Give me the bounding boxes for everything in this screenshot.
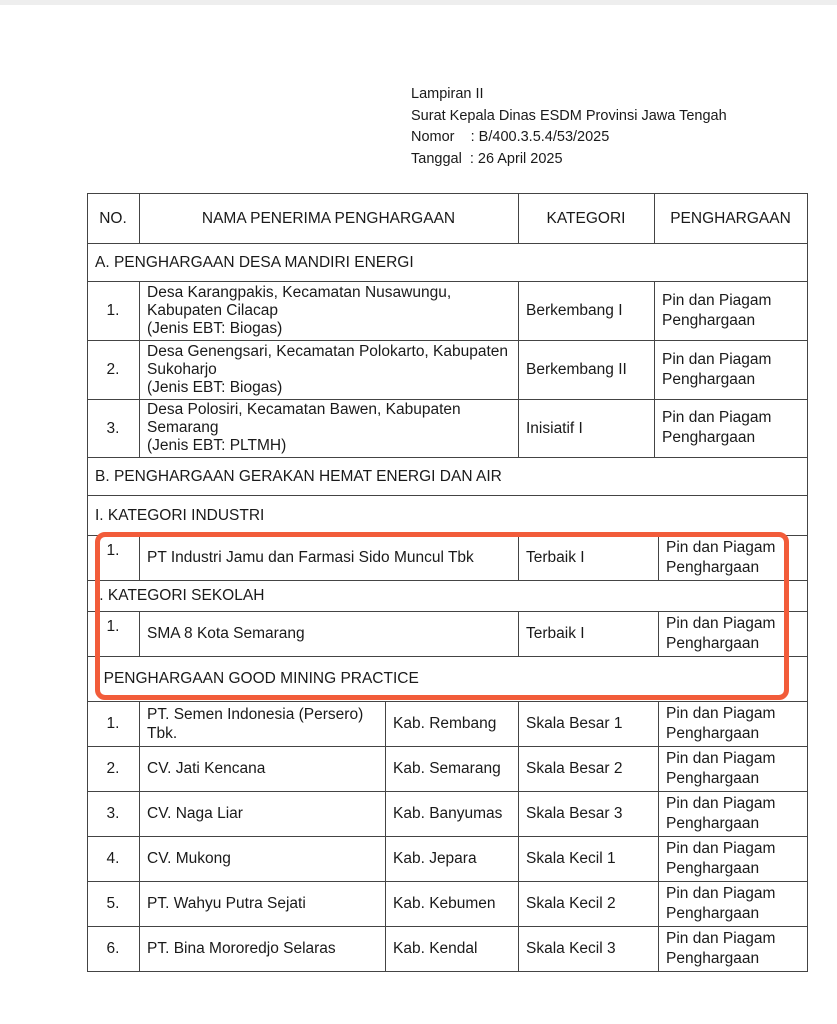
row-c-kategori: Skala Kecil 1 <box>526 850 616 867</box>
row-a-name <box>139 340 518 399</box>
table-vline <box>658 611 659 656</box>
table-vline <box>518 281 519 457</box>
letter-header <box>411 84 727 170</box>
row-c-kategori: Skala Kecil 3 <box>526 940 616 957</box>
table-vline <box>385 701 386 971</box>
header-no: NO. <box>99 209 127 227</box>
row-c-no: 3. <box>106 805 120 822</box>
header-line-4: Tanggal : 26 April 2025 <box>411 150 563 167</box>
row-c-kab: Kab. Kendal <box>393 940 478 957</box>
table-hline <box>87 791 808 792</box>
table-vline <box>139 535 140 580</box>
table-vline <box>807 193 808 972</box>
table-hline <box>87 656 808 657</box>
row-c-penghargaan: Pin dan Piagam Penghargaan <box>666 884 776 922</box>
header-penghargaan: PENGHARGAAN <box>670 209 791 227</box>
row-a-name-line: Desa Polosiri, Kecamatan Bawen, Kabupaten Semarang <box>147 401 461 436</box>
table-hline <box>87 836 808 837</box>
row-a-name <box>139 281 518 340</box>
row-a-name <box>139 399 518 457</box>
row-a-penghargaan: Pin dan Piagam Penghargaan <box>662 350 772 388</box>
section-c-title: . PENGHARGAAN GOOD MINING PRACTICE <box>95 670 419 687</box>
table-vline <box>139 281 140 457</box>
row-a-kategori: Inisiatif I <box>526 419 583 437</box>
header-line-2: Surat Kepala Dinas ESDM Provinsi Jawa Tengah <box>411 107 727 124</box>
table-hline <box>87 399 808 400</box>
row-c-no: 1. <box>106 715 120 732</box>
row-a-name-line: (Jenis EBT: Biogas) <box>147 378 283 396</box>
row-a-name-line: Desa Karangpakis, Kecamatan Nusawungu, Kabupaten Cilacap <box>147 283 452 319</box>
table-vline <box>139 193 140 243</box>
row-b2-kategori: Terbaik I <box>526 625 585 642</box>
table-vline <box>518 193 519 243</box>
row-c-penghargaan: Pin dan Piagam Penghargaan <box>666 749 776 787</box>
row-a-name-line: (Jenis EBT: Biogas) <box>147 319 283 337</box>
row-c-kategori: Skala Besar 1 <box>526 715 623 732</box>
row-c-penghargaan: Pin dan Piagam Penghargaan <box>666 794 776 832</box>
table-hline <box>87 580 808 581</box>
row-c-kategori: Skala Kecil 2 <box>526 895 616 912</box>
row-c-no: 5. <box>106 895 120 912</box>
row-c-penghargaan: Pin dan Piagam Penghargaan <box>666 704 776 742</box>
row-c-name: CV. Jati Kencana <box>147 760 266 777</box>
row-c-kab: Kab. Kebumen <box>393 895 496 912</box>
row-c-kab: Kab. Semarang <box>393 760 501 777</box>
table-vline <box>139 611 140 656</box>
row-a-no: 3. <box>106 419 120 437</box>
table-vline <box>658 701 659 971</box>
table-hline <box>87 926 808 927</box>
table-vline <box>518 701 519 971</box>
row-b1-name: PT Industri Jamu dan Farmasi Sido Muncul Tbk <box>147 549 474 566</box>
table-hline <box>87 243 808 244</box>
row-b2-name: SMA 8 Kota Semarang <box>147 625 305 642</box>
row-a-kategori: Berkembang II <box>526 361 627 378</box>
table-hline <box>87 340 808 341</box>
table-hline <box>87 495 808 496</box>
row-c-kab: Kab. Banyumas <box>393 805 503 822</box>
row-c-name: CV. Naga Liar <box>147 805 243 822</box>
row-b1-no: 1. <box>106 542 120 559</box>
row-a-no: 1. <box>106 302 120 319</box>
section-b-title: B. PENGHARGAAN GERAKAN HEMAT ENERGI DAN AIR <box>95 467 502 485</box>
row-a-kategori: Berkembang I <box>526 302 623 319</box>
row-c-no: 2. <box>106 760 120 777</box>
table-vline <box>139 701 140 971</box>
row-c-kategori: Skala Besar 3 <box>526 805 623 822</box>
row-c-no: 6. <box>106 940 120 957</box>
table-vline <box>87 193 88 971</box>
table-vline <box>658 535 659 580</box>
table-vline <box>518 535 519 580</box>
row-c-name: PT. Semen Indonesia (Persero) Tbk. <box>147 705 364 742</box>
table-hline <box>87 746 808 747</box>
sub-b1-title: I. KATEGORI INDUSTRI <box>95 506 265 524</box>
table-hline <box>87 457 808 458</box>
row-c-kategori: Skala Besar 2 <box>526 760 623 777</box>
header-line-1: Lampiran II <box>411 86 484 102</box>
row-c-kab: Kab. Jepara <box>393 850 477 867</box>
table-hline <box>87 535 808 536</box>
header-line-3: Nomor : B/400.3.5.4/53/2025 <box>411 129 610 145</box>
row-c-kab: Kab. Rembang <box>393 715 497 732</box>
row-c-name: CV. Mukong <box>147 850 231 867</box>
table-vline <box>654 281 655 457</box>
row-a-no: 2. <box>106 361 120 378</box>
row-b2-penghargaan: Pin dan Piagam Penghargaan <box>666 614 776 652</box>
table-hline <box>87 701 808 702</box>
table-hline <box>87 281 808 282</box>
table-hline <box>87 611 808 612</box>
row-a-name-line: Desa Genengsari, Kecamatan Polokarto, Kabupaten Sukoharjo <box>147 342 509 378</box>
row-c-penghargaan: Pin dan Piagam Penghargaan <box>666 839 776 877</box>
row-c-no: 4. <box>106 850 120 867</box>
table-hline <box>87 971 808 972</box>
row-a-penghargaan: Pin dan Piagam Penghargaan <box>662 291 772 329</box>
row-c-name: PT. Wahyu Putra Sejati <box>147 895 306 912</box>
row-a-name-line: (Jenis EBT: PLTMH) <box>147 437 287 454</box>
table-vline <box>654 193 655 243</box>
table-hline <box>87 881 808 882</box>
table-vline <box>518 611 519 656</box>
header-kategori: KATEGORI <box>546 209 626 227</box>
sub-b2-title: I. KATEGORI SEKOLAH <box>95 587 265 604</box>
row-a-penghargaan: Pin dan Piagam Penghargaan <box>662 409 772 446</box>
row-c-name: PT. Bina Mororedjo Selaras <box>147 940 336 957</box>
row-b1-kategori: Terbaik I <box>526 549 585 566</box>
section-a-title: A. PENGHARGAAN DESA MANDIRI ENERGI <box>95 253 414 271</box>
table-hline <box>87 193 808 194</box>
row-c-penghargaan: Pin dan Piagam Penghargaan <box>666 929 776 967</box>
row-b2-no: 1. <box>106 618 120 635</box>
row-b1-penghargaan: Pin dan Piagam Penghargaan <box>666 538 776 576</box>
header-name: NAMA PENERIMA PENGHARGAAN <box>201 209 456 227</box>
top-bar <box>0 0 837 5</box>
